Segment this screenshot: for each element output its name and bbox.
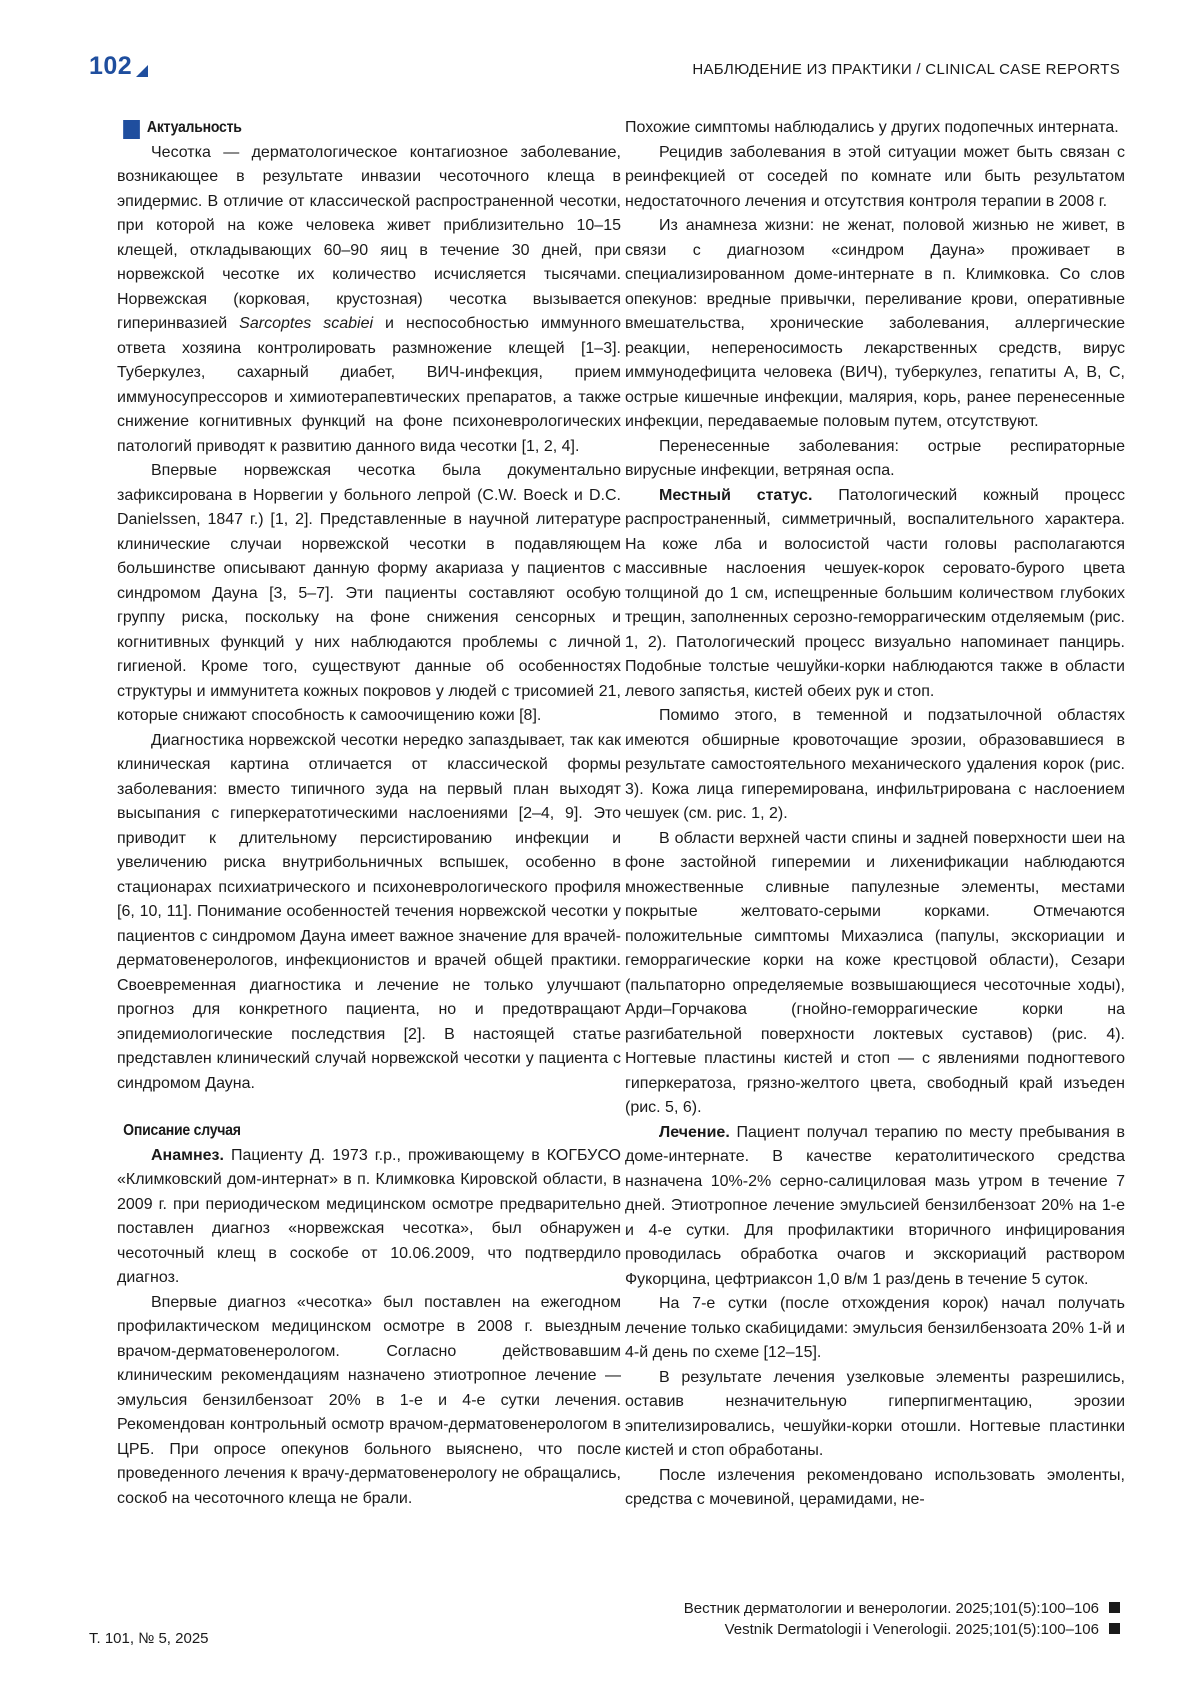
runin-heading: Лечение. — [659, 1123, 730, 1141]
footer-square-icon — [1109, 1623, 1120, 1634]
section-heading-case: Описание случая — [123, 1122, 241, 1139]
running-title: НАБЛЮДЕНИЕ ИЗ ПРАКТИКИ / CLINICAL CASE REPORTS — [692, 61, 1120, 78]
paragraph: Помимо этого, в теменной и подзатылочной областях имеются обширные кровоточащие эрозии, образовавшиеся в результате самостоятельного механического удаления корок (рис. 3). Кожа лица гиперемирована, инфильтрирована с наслоением чешуек (см. рис. 1, 2). — [625, 707, 1125, 822]
paragraph: Анамнез. Пациенту Д. 1973 г.р., проживающему в КОГБУСО «Климковский дом-интернат» в п. Климковка Кировской области, в 2009 г. при периодическом медицинском осмотре предварительно поставлен диагноз «норвежская чесотка», был обнаружен чесоточный клещ в соскобе от 10.06.2009, что подтвердило диагноз. — [117, 1146, 621, 1286]
footer-volume: Т. 101, № 5, 2025 — [89, 1630, 209, 1647]
runin-heading: Местный статус. — [659, 486, 813, 504]
page-corner-icon — [136, 65, 148, 77]
journal-title-en: Vestnik Dermatologii i Venerologii. 2025;101(5):100–106 — [724, 1621, 1099, 1638]
paragraph: В области верхней части спины и задней поверхности шеи на фоне застойной гиперемии и лихенификации наблюдаются множественные сливные папулезные элементы, местами покрытые желтовато-серыми корками. Отмечаются положительные симптомы Михаэлиса (папулы, экскориации и геморрагические корки на коже крестцовой области), Сезари (пальпаторно определяемые возвышающиеся чесоточные ходы), Арди–Горчакова (гнойно-геморрагические корки на разгибательной поверхности локтевых суставов) (рис. 4). Ногтевые пластины кистей и стоп — с явлениями подногтевого гиперкератоза, грязно-желтого цвета, свободный край изъеден (рис. 5, 6). — [625, 829, 1125, 1116]
section-heading-relevance — [117, 116, 561, 141]
paragraph: Похожие симптомы наблюдались у других подопечных интерната. — [625, 119, 1119, 136]
left-column — [117, 116, 621, 1511]
paragraph: Из анамнеза жизни: не женат, половой жизнью не живет, в связи с диагнозом «синдром Дауна» проживает в специализированном доме-интернате в п. Климковка. Со слов опекунов: вредные привычки, переливание крови, оперативные вмешательства, хронические заболевания, аллергические реакции, непереносимость лекарственных средств, вирус иммунодефицита человека (ВИЧ), туберкулез, гепатиты A, B, C, острые кишечные инфекции, малярия, корь, ранее перенесенные инфекции, передаваемые половым путем, отсутствуют. — [625, 217, 1125, 430]
heading-square-icon — [123, 120, 140, 139]
journal-title-ru: Вестник дерматологии и венерологии. 2025;101(5):100–106 — [683, 1600, 1099, 1617]
paragraph: В результате лечения узелковые элементы разрешились, оставив незначительную гиперпигментацию, эрозии эпителизировались, чешуйки-корки отошли. Ногтевые пластинки кистей и стоп обработаны. — [625, 1368, 1125, 1459]
paragraph: Лечение. Пациент получал терапию по месту пребывания в доме-интернате. В качестве кератолитического средства назначена 10%-2% серно-салициловая мазь утром в течение 7 дней. Этиотропное лечение эмульсией бензилбензоат 20% на 1-е и 4-е сутки. Для профилактики вторичного инфицирования проводилась обработка очагов и экскориаций раствором Фукорцина, цефтриаксон 1,0 в/м 1 раз/день в течение 5 суток. — [625, 1123, 1125, 1288]
paragraph: После излечения рекомендовано использовать эмоленты, средства с мочевиной, церамидами, не- — [625, 1466, 1125, 1508]
paragraph: На 7-е сутки (после отхождения корок) начал получать лечение только скабицидами: эмульсия бензилбензоата 20% 1-й и 4-й день по схеме [12–15]. — [625, 1295, 1125, 1361]
italic-term: Sarcoptes scabiei — [239, 315, 374, 332]
paragraph: Рецидив заболевания в этой ситуации может быть связан с реинфекцией от соседей по комнате или быть результатом недостаточного лечения и отсутствия контроля терапии в 2008 г. — [625, 143, 1125, 210]
heading-text: Актуальность — [146, 119, 242, 136]
paragraph: Перенесенные заболевания: острые респираторные вирусные инфекции, ветряная оспа. — [625, 437, 1125, 479]
paragraph: Впервые норвежская чесотка была документально зафиксирована в Норвегии у больного лепрой (C.W. Boeck и D.C. Danielssen, 1847 г.) [1, 2]. Представленные в научной литературе клинические случаи норвежской чесотки в подавляющем большинстве описывают данную форму акариаза у пациентов с синдромом Дауна [3, 5–7]. Эти пациенты составляют особую группу риска, поскольку на фоне снижения сенсорных и когнитивных функций у них наблюдаются проблемы с личной гигиеной. Кроме того, существуют данные об особенностях структуры и иммунитета кожных покровов у людей с трисомией 21, которые снижают способность к самоочищению кожи [8]. — [117, 462, 621, 724]
paragraph: Впервые диагноз «чесотка» был поставлен на ежегодном профилактическом медицинском осмотре в 2008 г. выездным врачом-дерматовенерологом. Согласно действовавшим клиническим рекомендациям назначено этиотропное лечение — эмульсия бензилбензоат 20% в 1-е и 4-е сутки лечения. Рекомендован контрольный осмотр врачом-дерматовенерологом в ЦРБ. При опросе опекунов больного выяснено, что после проведенного лечения к врачу-дерматовенерологу не обращались, соскоб на чесоточного клеща не брали. — [117, 1293, 621, 1507]
paragraph: Чесотка — дерматологическое контагиозное заболевание, возникающее в результате инвазии чесоточного клеща в эпидермис. В отличие от классической распространенной чесотки, при которой на коже человека живет приблизительно 10–15 клещей, откладывающих 60–90 яиц в течение 30 дней, при норвежской чесотке их количество исчисляется тысячами. Норвежская (корковая, крустозная) чесотка вызывается гиперинвазией Sarcoptes scabiei и неспособностью иммунного ответа хозяина контролировать размножение клещей [1–3]. Туберкулез, сахарный диабет, ВИЧ-инфекция, прием иммуносупрессоров и химиотерапевтических препаратов, а также снижение когнитивных функций на фоне психоневрологических патологий приводят к развитию данного вида чесотки [1, 2, 4]. — [117, 143, 622, 455]
paragraph: Местный статус. Патологический кожный процесс распространенный, симметричный, воспалительного характера. На коже лба и волосистой части головы располагаются массивные наслоения чешуек-корок серовато-бурого цвета толщиной до 1 см, испещренные большим количеством глубоких трещин, заполненных серозно-геморрагическим отделяемым (рис. 1, 2). Патологический процесс визуально напоминает панцирь. Подобные толстые чешуйки-корки наблюдаются также в области левого запястья, кистей обеих рук и стоп. — [625, 486, 1125, 700]
right-column — [625, 116, 1125, 1513]
paragraph: Диагностика норвежской чесотки нередко запаздывает, так как клиническая картина отличается от классической формы заболевания: вместо типичного зуда на первый план выходят высыпания с гиперкератотическими наслоениями [2–4, 9]. Это приводит к длительному персистированию инфекции и увеличению риска внутрибольничных вспышек, особенно в стационарах психиатрического и психоневрологического профиля [6, 10, 11]. Понимание особенностей течения норвежской чесотки у пациентов с синдромом Дауна имеет важное значение для врачей-дерматовенерологов, инфекционистов и врачей общей практики. Своевременная диагностика и лечение не только улучшают прогноз для конкретного пациента, но и предотвращают эпидемиологические последствия [2]. В настоящей статье представлен клинический случай норвежской чесотки у пациента с синдромом Дауна. — [117, 731, 621, 1092]
footer-square-icon — [1109, 1602, 1120, 1613]
runin-heading: Анамнез. — [151, 1146, 224, 1164]
page-number-block — [89, 52, 148, 81]
page-number: 102 — [89, 52, 133, 80]
footer-journal — [684, 1598, 1120, 1640]
